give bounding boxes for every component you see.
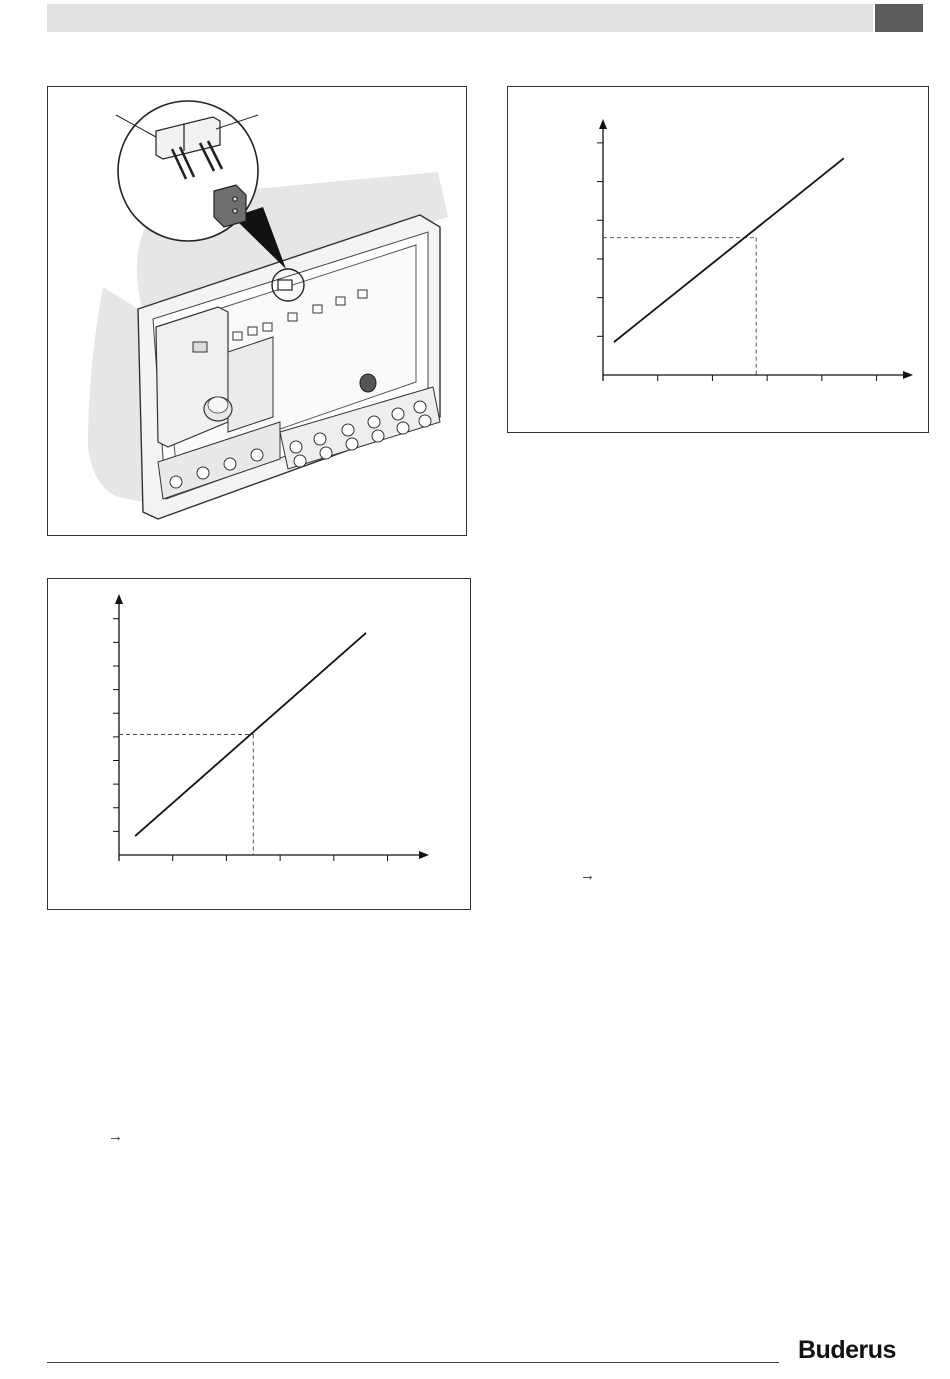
knob-top xyxy=(208,397,228,413)
cable-port xyxy=(360,374,376,392)
module-side xyxy=(228,337,273,432)
series-line xyxy=(614,158,844,342)
arrow-right-icon: → xyxy=(108,1128,123,1145)
figure-chart-2 xyxy=(47,578,471,910)
figure-device-illustration xyxy=(47,86,467,536)
module-connector xyxy=(193,342,207,352)
module-block xyxy=(156,307,228,447)
header-tab xyxy=(875,4,923,32)
footer-rule xyxy=(47,1362,779,1363)
figure-chart-1 xyxy=(507,86,929,433)
x-axis-arrow xyxy=(903,371,913,379)
device-illustration xyxy=(48,87,466,535)
header-bar xyxy=(47,4,873,32)
jumper-plug-enlarged xyxy=(214,185,246,227)
x-axis-arrow xyxy=(419,851,429,859)
brand-logo: Buderus xyxy=(798,1336,896,1364)
chart-2 xyxy=(48,579,470,909)
y-axis-arrow xyxy=(115,594,123,604)
chart-1 xyxy=(508,87,928,432)
board-jumper xyxy=(278,280,292,290)
arrow-right-icon: → xyxy=(580,867,595,884)
y-axis-arrow xyxy=(599,119,607,129)
